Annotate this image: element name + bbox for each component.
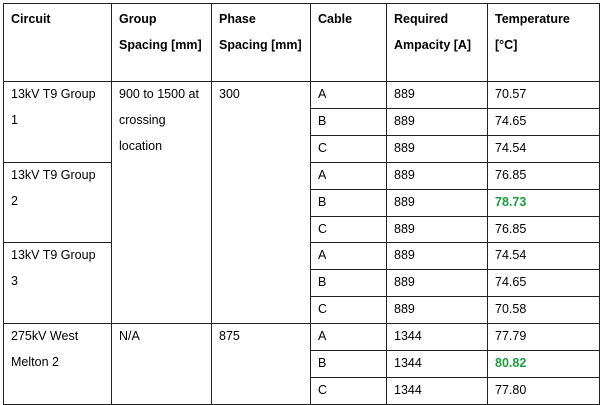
header-cable: Cable: [311, 4, 387, 82]
cable-cell: C: [311, 216, 387, 243]
cable-cell: A: [311, 82, 387, 109]
phase-spacing-cell: 875: [212, 324, 311, 405]
circuit-cell: 275kV West Melton 2: [4, 324, 112, 405]
temperature-cell: 77.80: [488, 377, 600, 404]
header-circuit: Circuit: [4, 4, 112, 82]
circuit-cell: 13kV T9 Group 1: [4, 82, 112, 163]
cable-cell: C: [311, 377, 387, 404]
temperature-cell-max: 78.73: [488, 189, 600, 216]
phase-spacing-cell: 300: [212, 82, 311, 324]
circuit-cell: 13kV T9 Group 3: [4, 243, 112, 324]
temperature-cell: 74.65: [488, 270, 600, 297]
ampacity-cell: 889: [387, 216, 488, 243]
ampacity-cell: 889: [387, 82, 488, 109]
header-temperature: Temperature [°C]: [488, 4, 600, 82]
ampacity-cell: 889: [387, 189, 488, 216]
cable-cell: B: [311, 108, 387, 135]
ampacity-cell: 889: [387, 270, 488, 297]
group-spacing-cell: N/A: [112, 324, 212, 405]
data-table: [3, 3, 600, 405]
header-group-spacing: Group Spacing [mm]: [112, 4, 212, 82]
cable-cell: A: [311, 162, 387, 189]
ampacity-cell: 889: [387, 243, 488, 270]
temperature-cell: 76.85: [488, 216, 600, 243]
temperature-cell: 74.54: [488, 135, 600, 162]
header-row: [4, 4, 600, 82]
cable-cell: A: [311, 243, 387, 270]
ampacity-cell: 889: [387, 135, 488, 162]
temperature-cell: 70.58: [488, 297, 600, 324]
temperature-cell: 77.79: [488, 324, 600, 351]
ampacity-cell: 1344: [387, 377, 488, 404]
circuit-cell: 13kV T9 Group 2: [4, 162, 112, 243]
temperature-cell: 74.65: [488, 108, 600, 135]
table-row: [4, 324, 600, 351]
temperature-cell-max: 80.82: [488, 351, 600, 378]
group-spacing-cell: 900 to 1500 at crossing location: [112, 82, 212, 324]
table-row: [4, 82, 600, 109]
ampacity-cell: 1344: [387, 351, 488, 378]
cable-cell: B: [311, 351, 387, 378]
header-required-ampacity: Required Ampacity [A]: [387, 4, 488, 82]
temperature-cell: 74.54: [488, 243, 600, 270]
cable-cell: B: [311, 189, 387, 216]
ampacity-cell: 889: [387, 162, 488, 189]
cable-cell: A: [311, 324, 387, 351]
ampacity-cell: 889: [387, 297, 488, 324]
ampacity-cell: 889: [387, 108, 488, 135]
temperature-cell: 70.57: [488, 82, 600, 109]
header-phase-spacing: Phase Spacing [mm]: [212, 4, 311, 82]
temperature-cell: 76.85: [488, 162, 600, 189]
cable-cell: C: [311, 135, 387, 162]
cable-cell: C: [311, 297, 387, 324]
ampacity-cell: 1344: [387, 324, 488, 351]
cable-cell: B: [311, 270, 387, 297]
